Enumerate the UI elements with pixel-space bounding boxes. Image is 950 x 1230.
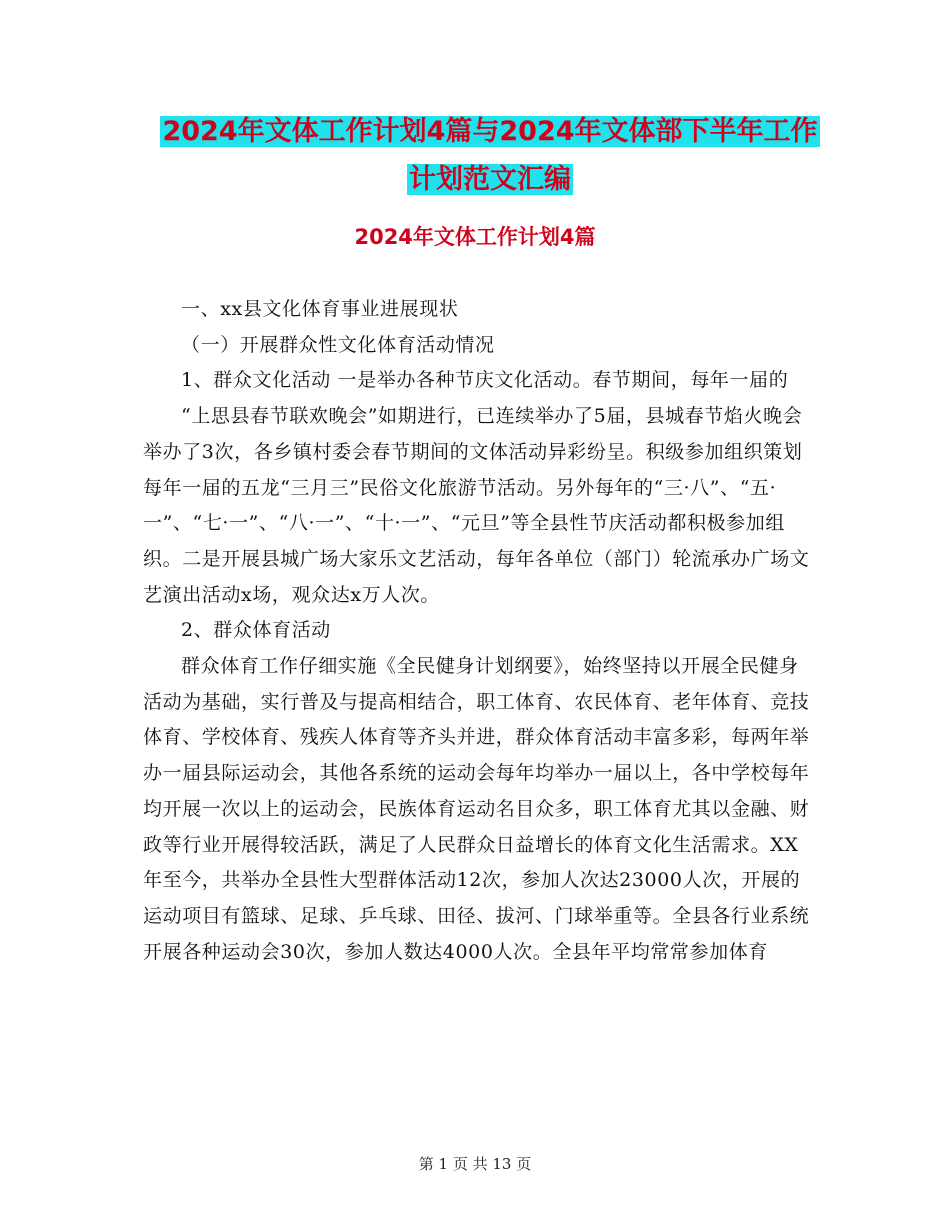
paragraph: 一、xx县文化体育事业进展现状: [181, 298, 459, 320]
paragraph: （一）开展群众性文化体育活动情况: [181, 333, 495, 356]
document-title: [150, 108, 830, 204]
document-title-line1: 2024年文体工作计划4篇与2024年文体部下半年工作: [162, 116, 818, 147]
section-title: 2024年文体工作计划4篇: [354, 225, 596, 249]
paragraph: 群众体育工作仔细实施《全民健身计划纲要》，始终坚持以开展全民健身活动为基础，实行普及与提高相结合，职工体育、农民体育、老年体育、竞技体育、学校体育、残疾人体育等齐头并进，群众体育活动丰富多彩，每两年举办一届县际运动会，其他各系统的运动会每年均举办一届以上，各中学校每年均开展一次以上的运动会，民族体育运动名目众多，职工体育尤其以金融、财政等行业开展得较活跃，满足了人民群众日益增长的体育文化生活需求。XX年至今，共举办全县性大型群体活动12次，参加人次达23000人次，开展的运动项目有篮球、足球、乒乓球、田径、拔河、门球举重等。全县各行业系统开展各种运动会30次，参加人数达4000人次。全县年平均常常参加体育: [143, 655, 810, 963]
paragraph: 2、群众体育活动: [181, 619, 331, 642]
document-body: [143, 292, 813, 970]
page-footer: 第 1 页 共 13 页: [418, 1155, 532, 1173]
document-title-line2: 计划范文汇编: [409, 164, 571, 195]
paragraph: 1、群众文化活动 一是举办各种节庆文化活动。春节期间，每年一届的: [181, 369, 789, 392]
paragraph: “上思县春节联欢晚会”如期进行，已连续举办了5届，县城春节焰火晚会举办了3次，各乡镇村委会春节期间的文体活动异彩纷呈。积级参加组织策划每年一届的五龙“三月三”民俗文化旅游节活动。另外每年的“三·八”、“五·一”、“七·一”、“八·一”、“十·一”、“元旦”等全县性节庆活动都积极参加组织。二是开展县城广场大家乐文艺活动，每年各单位（部门）轮流承办广场文艺演出活动x场，观众达x万人次。: [143, 405, 810, 606]
